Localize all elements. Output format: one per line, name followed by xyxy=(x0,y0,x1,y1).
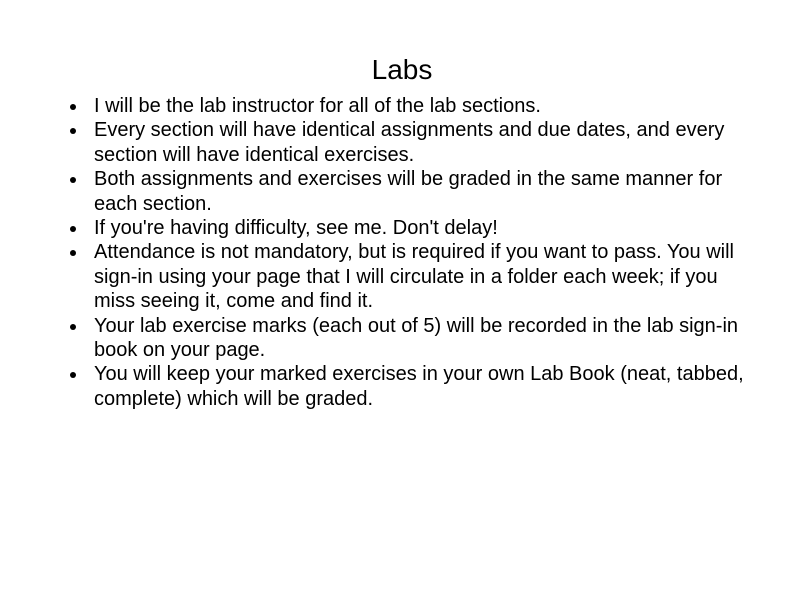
slide-title: Labs xyxy=(371,54,433,85)
bullet-text: Both assignments and exercises will be graded in the same manner for each section. xyxy=(94,168,723,215)
bullet-text: If you're having difficulty, see me. Don't delay! xyxy=(94,217,498,240)
bullet-dot-icon xyxy=(70,250,76,256)
bullet-item xyxy=(68,167,748,216)
bullet-dot-icon xyxy=(70,226,76,232)
bullet-list xyxy=(68,94,748,411)
bullet-dot-icon xyxy=(70,104,76,110)
bullet-text: Every section will have identical assignments and due dates, and every section will have identical exercises. xyxy=(94,119,725,166)
bullet-dot-icon xyxy=(70,324,76,330)
bullet-item xyxy=(68,240,748,313)
bullet-item xyxy=(68,118,748,167)
bullet-dot-icon xyxy=(70,372,76,378)
bullet-dot-icon xyxy=(70,128,76,134)
bullet-text: I will be the lab instructor for all of the lab sections. xyxy=(94,95,541,117)
bullet-text: Your lab exercise marks (each out of 5) will be recorded in the lab sign-in book on your page. xyxy=(94,314,739,362)
bullet-text: You will keep your marked exercises in your own Lab Book (neat, tabbed, complete) which will be graded. xyxy=(94,363,744,410)
bullet-text: Attendance is not mandatory, but is required if you want to pass. You will sign-in using your page that I will circulate in a folder each week; if you miss seeing it, come and find it. xyxy=(94,241,734,313)
bullet-item xyxy=(68,362,748,411)
bullet-item xyxy=(68,314,748,363)
bullet-item xyxy=(68,216,748,240)
bullet-item xyxy=(68,94,748,118)
bullet-dot-icon xyxy=(70,177,76,183)
